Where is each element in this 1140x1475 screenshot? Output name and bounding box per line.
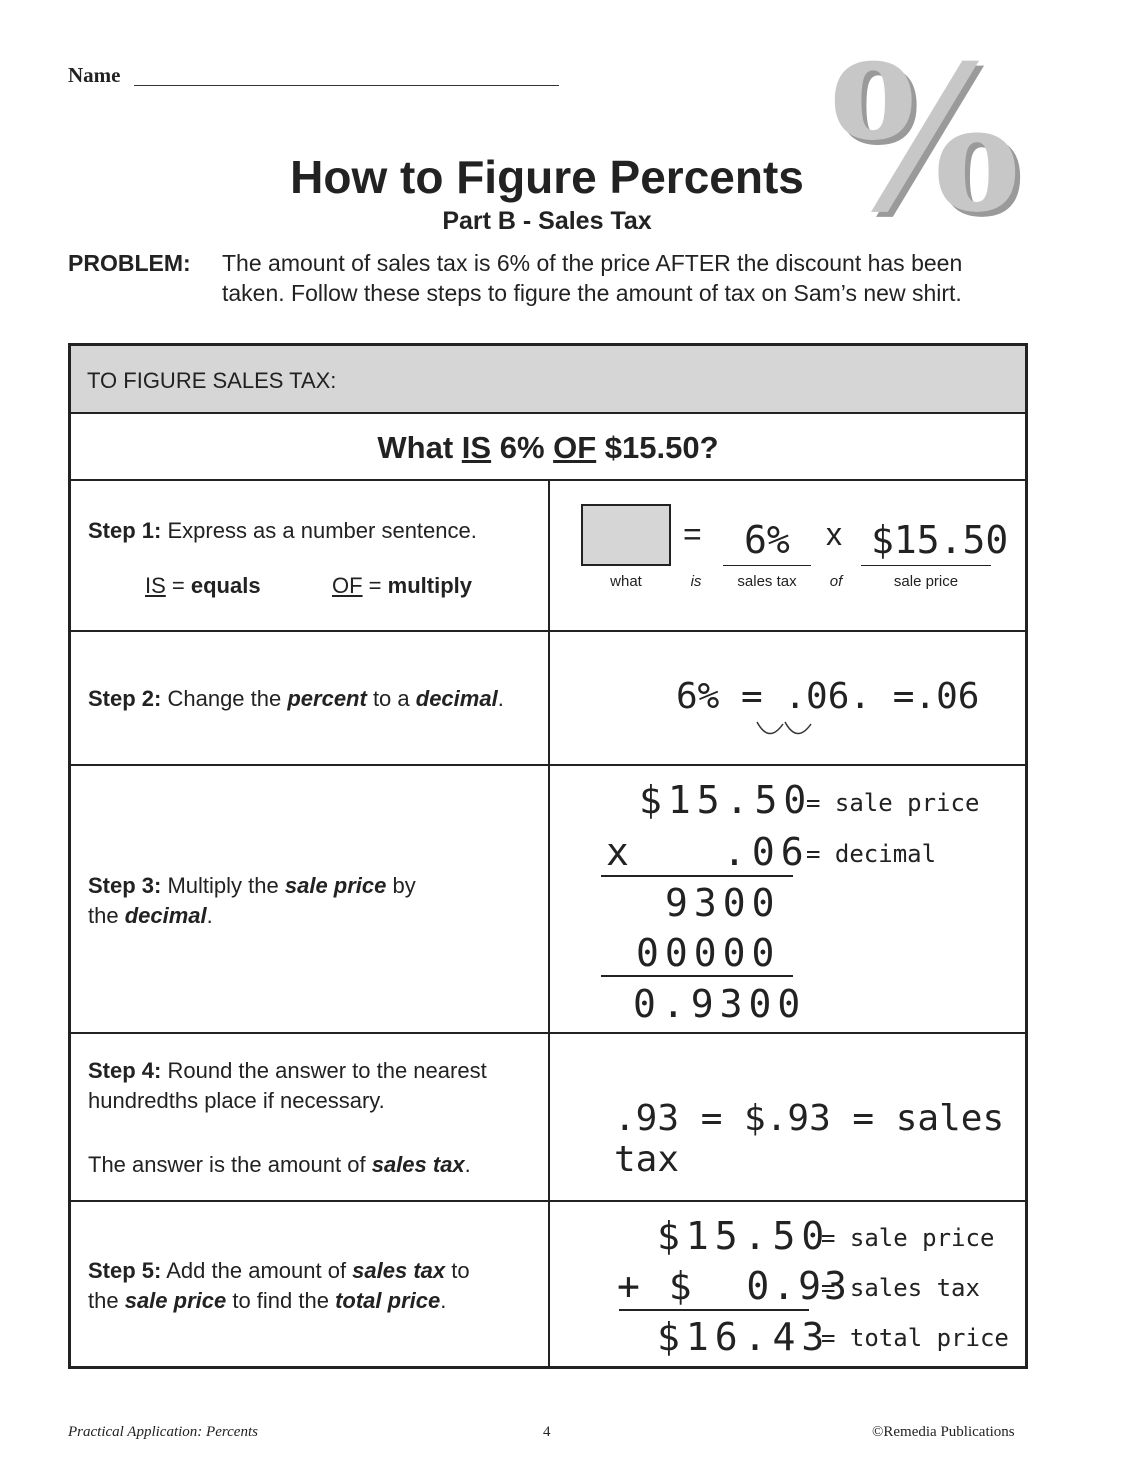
footer-book-title: Practical Application: Percents xyxy=(68,1424,258,1440)
step4-answer-text: The answer is the amount of sales tax. xyxy=(88,1152,471,1177)
step1-text: Step 1: Express as a number sentence. xyxy=(88,518,477,543)
divider xyxy=(71,764,1025,766)
step2-text: Step 2: Change the percent to a decimal. xyxy=(88,686,504,711)
step3-multiply-sign: x xyxy=(606,830,635,874)
label-sales-tax: sales tax xyxy=(737,573,797,590)
divider xyxy=(71,1032,1025,1034)
divider xyxy=(71,1200,1025,1202)
label-of: of xyxy=(829,573,843,590)
page-title: How to Figure Percents xyxy=(290,151,804,203)
column-divider xyxy=(548,479,550,1366)
step5-note-sale-price: = sale price xyxy=(821,1224,995,1252)
sum-rule xyxy=(601,875,793,877)
step3-product: 0.9300 xyxy=(633,982,807,1026)
times-sign: x xyxy=(826,516,842,552)
sales-tax-table xyxy=(68,343,1028,1369)
step2-work: 6% = .06. =.06 xyxy=(676,676,980,717)
name-label: Name xyxy=(68,63,121,87)
problem-label: PROBLEM: xyxy=(68,250,191,276)
step3-partial-2: 00000 xyxy=(636,931,781,975)
step1-is-rule: IS = equals xyxy=(145,573,261,598)
sum-rule xyxy=(619,1309,809,1311)
divider xyxy=(71,412,1025,414)
decimal-shift-arrows xyxy=(751,718,821,744)
step3-decimal: .06 xyxy=(723,830,810,874)
equals-sign: = xyxy=(683,516,702,552)
label-is: is xyxy=(690,573,702,590)
price-value: $15.50 xyxy=(871,518,1009,562)
step3-partial-1: 9300 xyxy=(665,881,781,925)
step1-of-rule: OF = multiply xyxy=(332,573,472,598)
step3-note-sale-price: = sale price xyxy=(806,789,980,817)
percent-logo-icon: % xyxy=(830,22,1021,257)
footer-page-number: 4 xyxy=(543,1424,551,1440)
step5-total: $16.43 xyxy=(657,1315,831,1359)
step4-text: Step 4: Round the answer to the nearest hundredths place if necessary. xyxy=(88,1058,487,1113)
question-heading: What IS 6% OF $15.50? xyxy=(377,430,719,465)
percent-value: 6% xyxy=(744,518,790,562)
page-subtitle: Part B - Sales Tax xyxy=(442,207,652,235)
step3-note-decimal: = decimal xyxy=(806,840,937,868)
step5-text: Step 5: Add the amount of sales tax to the sale price to find the total price. xyxy=(88,1258,470,1313)
answer-line xyxy=(861,565,991,566)
table-header-label: TO FIGURE SALES TAX: xyxy=(87,368,337,393)
step5-sales-tax: + $ 0.93 xyxy=(617,1264,850,1308)
answer-line xyxy=(723,565,811,566)
problem-text-line-2: taken. Follow these steps to figure the amount of tax on Sam’s new shirt. xyxy=(222,280,962,306)
step3-sale-price: $15.50 xyxy=(639,778,813,822)
step5-note-sales-tax: = sales tax xyxy=(821,1274,980,1302)
footer-publisher: ©Remedia Publications xyxy=(872,1424,1015,1440)
table-header xyxy=(71,346,1025,412)
label-sale-price: sale price xyxy=(893,573,959,590)
step5-note-total-price: = total price xyxy=(821,1324,1009,1352)
step4-work: .93 = $.93 = sales tax xyxy=(614,1098,1005,1180)
name-input-line[interactable] xyxy=(134,85,559,86)
answer-box[interactable] xyxy=(581,504,671,566)
divider xyxy=(71,630,1025,632)
problem-text-line-1: The amount of sales tax is 6% of the price AFTER the discount has been xyxy=(222,250,963,276)
step3-text: Step 3: Multiply the sale price by the decimal. xyxy=(88,873,416,928)
sum-rule xyxy=(601,975,793,977)
step5-sale-price: $15.50 xyxy=(657,1214,831,1258)
label-what: what xyxy=(610,573,642,590)
